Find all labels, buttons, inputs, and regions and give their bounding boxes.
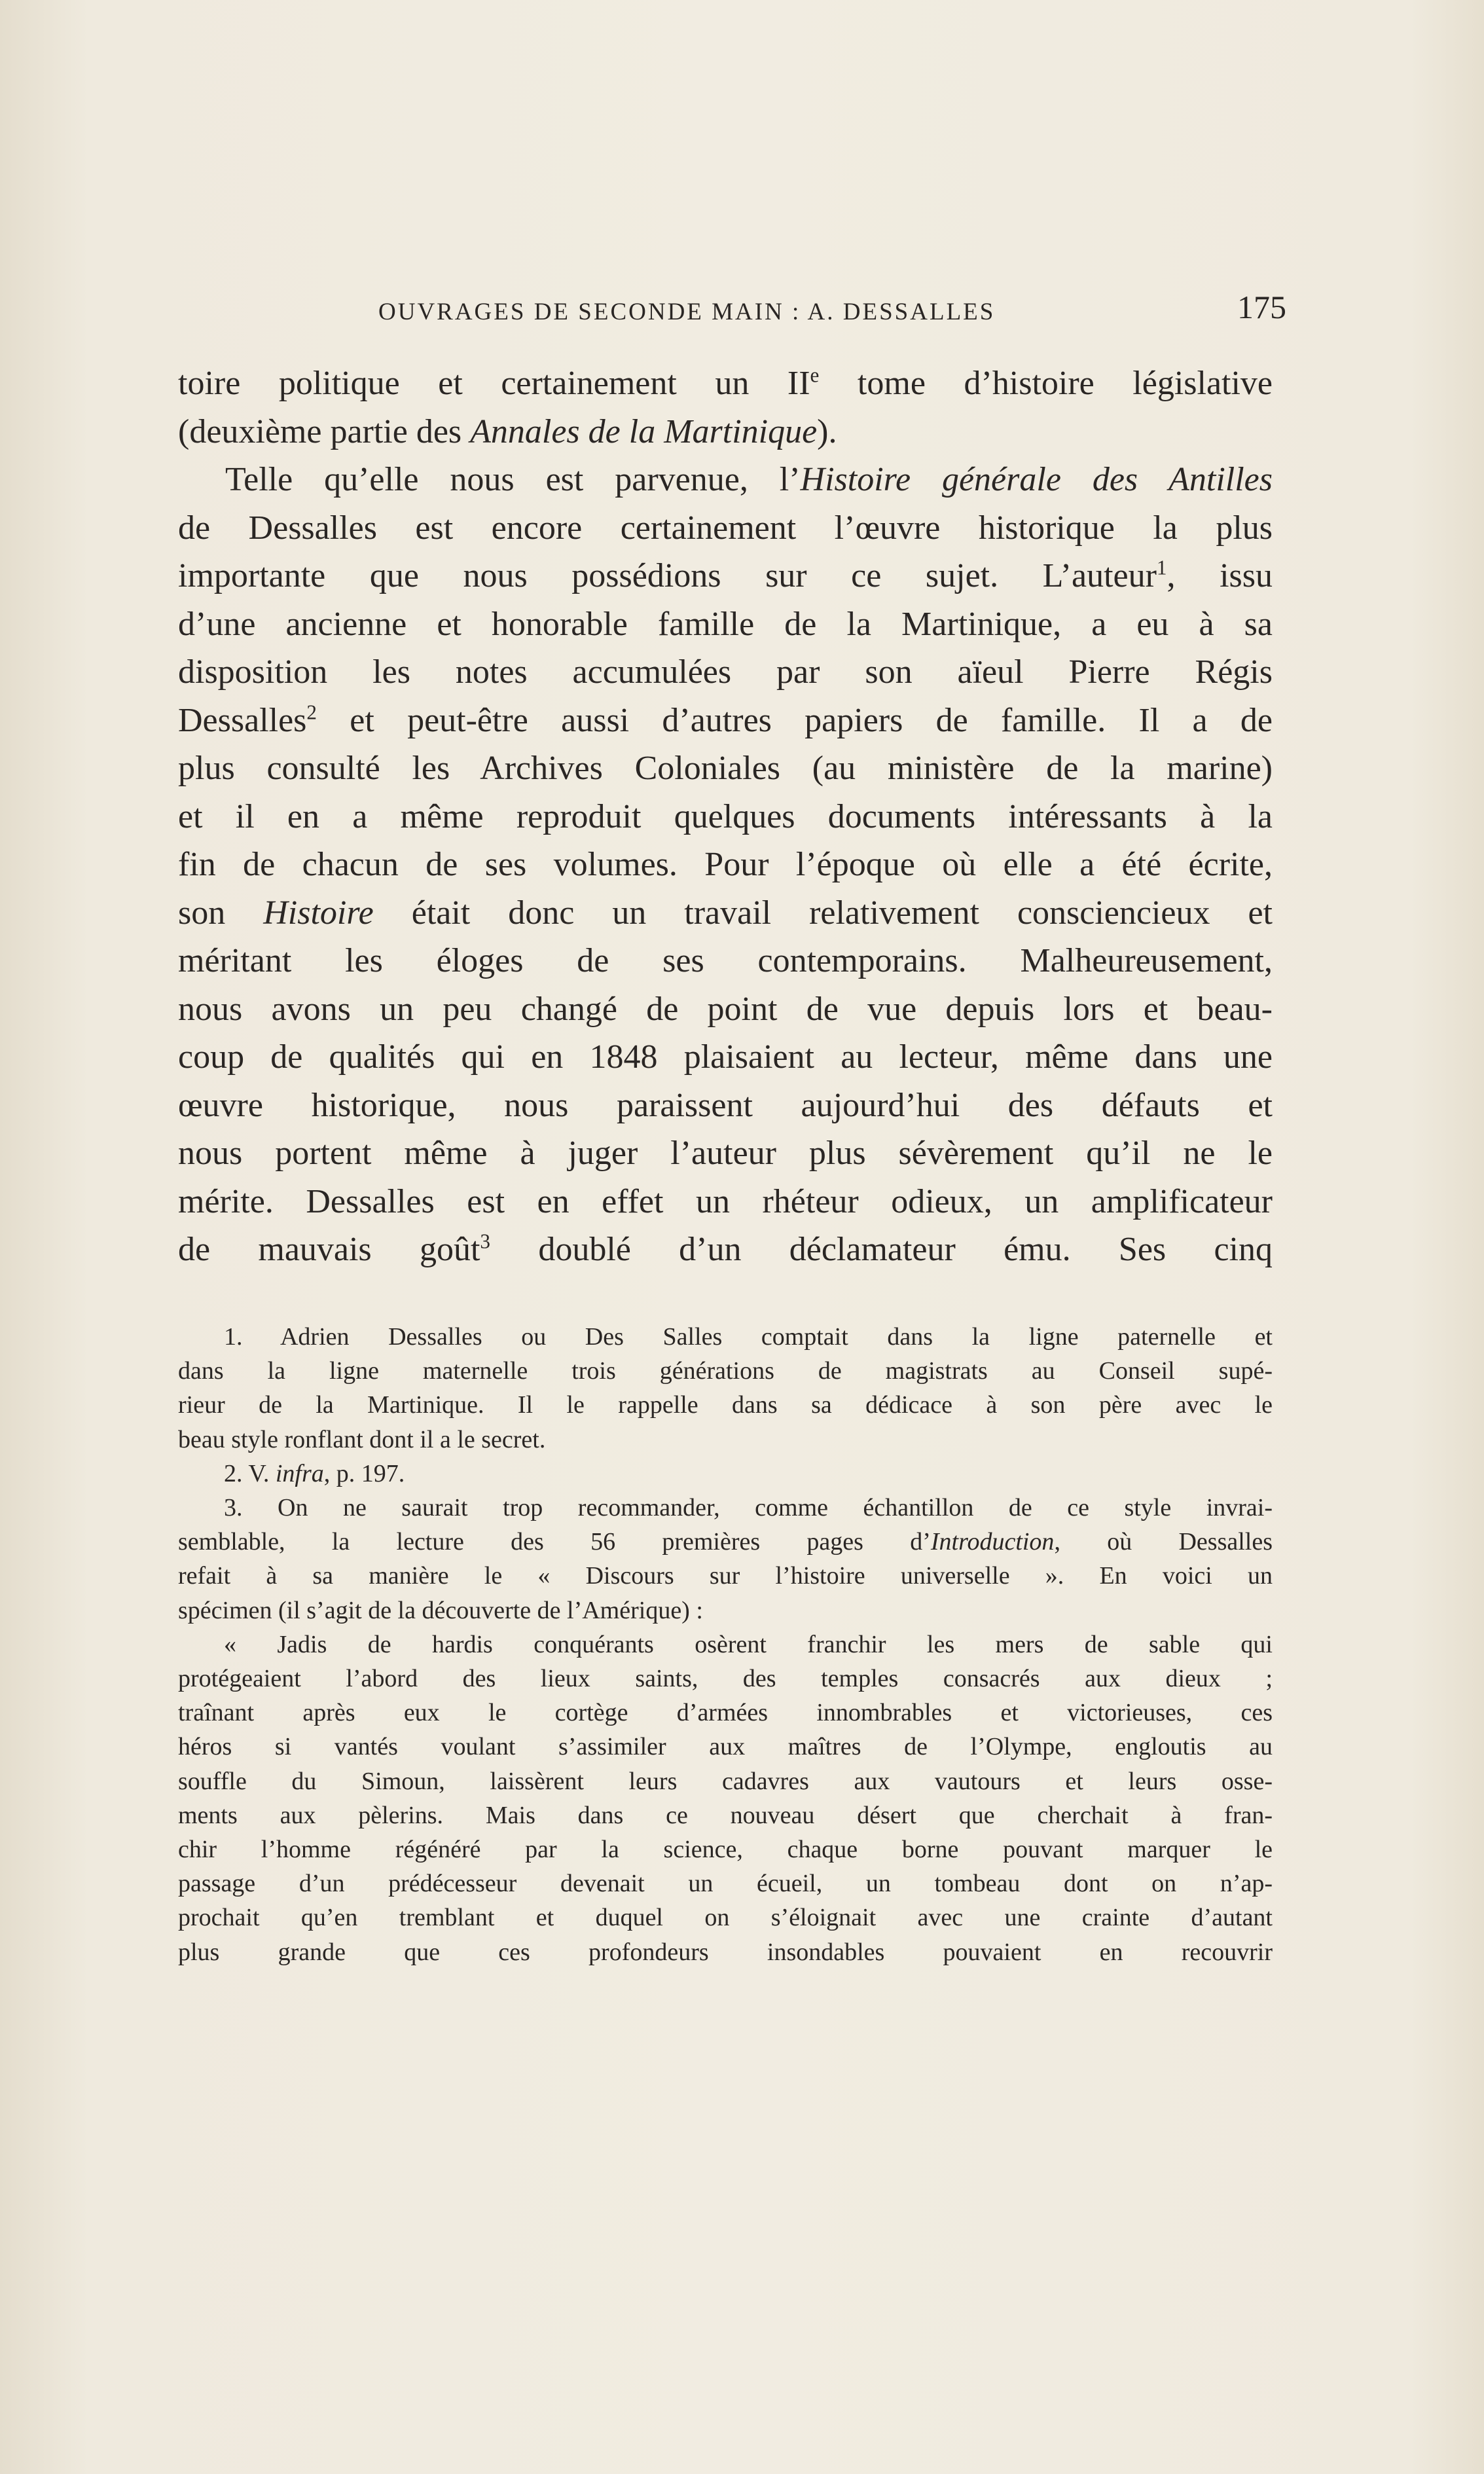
text-run: passage d’un prédécesseur devenait un écueil, un tombeau dont on n’ap-: [178, 1870, 1273, 1898]
footnote-line: [178, 1866, 1273, 1901]
text-run: nous portent même à juger l’auteur plus sévèrement qu’il ne le: [178, 1135, 1273, 1172]
text-run: Telle qu’elle nous est parvenue, l’: [225, 461, 801, 498]
running-head: OUVRAGES DE SECONDE MAIN : A. DESSALLES: [378, 299, 996, 325]
footnote-line: [178, 1354, 1273, 1388]
body-line: [178, 840, 1273, 889]
body-line: [178, 888, 1273, 937]
text-run: plus grande que ces profondeurs insondables pouvaient en recouvrir: [178, 1938, 1273, 1966]
text-run: semblable, la lecture des 56 premières pages d’: [178, 1528, 931, 1556]
text-run: prochait qu’en tremblant et duquel on s’éloignait avec une crainte d’autant: [178, 1904, 1273, 1932]
body-line: [178, 1032, 1273, 1082]
body-line: [178, 744, 1273, 793]
text-run: était donc un travail relativement consciencieux et: [373, 894, 1273, 932]
body-line: [178, 1177, 1273, 1226]
text-run: spécimen (il s’agit de la découverte de l’Amérique) :: [178, 1596, 703, 1624]
text-run: nous avons un peu changé de point de vue depuis lors et beau-: [178, 990, 1273, 1028]
text-run: chir l’homme régénéré par la science, chaque borne pouvant marquer le: [178, 1836, 1273, 1863]
text-run: Dessalles: [178, 701, 307, 739]
text-run: ).: [817, 412, 837, 450]
text-run: coup de qualités qui en 1848 plaisaient au lecteur, même dans une: [178, 1038, 1273, 1076]
body-line: [178, 407, 1273, 456]
footnote-line: [178, 1320, 1273, 1354]
text-run: méritant les éloges de ses contemporains. Malheureusement,: [178, 942, 1273, 979]
footnote-line: [178, 1491, 1273, 1525]
body-line: [178, 359, 1273, 408]
footnote-marker: e: [810, 363, 820, 387]
italic-title: infra: [275, 1459, 324, 1487]
text-run: son: [178, 894, 264, 932]
text-run: de mauvais goût: [178, 1231, 480, 1268]
footnote-line: [178, 1764, 1273, 1798]
footnote-marker: 2: [306, 700, 317, 724]
text-run: doublé d’un déclamateur ému. Ses cinq: [490, 1231, 1273, 1268]
footnote-line: [178, 1628, 1273, 1662]
footnote-line: [178, 1423, 1273, 1457]
body-line: [178, 792, 1273, 841]
footnote-line: [178, 1525, 1273, 1559]
text-run: plus consulté les Archives Coloniales (au ministère de la marine): [178, 750, 1273, 787]
body-line: [178, 551, 1273, 600]
text-run: et il en a même reproduit quelques documents intéressants à la: [178, 797, 1273, 835]
text-run: mérite. Dessalles est en effet un rhéteur odieux, un amplificateur: [178, 1182, 1273, 1220]
body-line: [178, 503, 1273, 553]
body-line: [178, 985, 1273, 1034]
text-run: « Jadis de hardis conquérants osèrent franchir les mers de sable qui: [224, 1630, 1273, 1658]
text-run: 1. Adrien Dessalles ou Des Salles comptait dans la ligne paternelle et: [224, 1323, 1273, 1351]
text-run: refait à sa manière le « Discours sur l’histoire universelle ». En voici un: [178, 1562, 1273, 1590]
text-run: (deuxième partie des: [178, 412, 471, 450]
text-run: toire politique et certainement un II: [178, 365, 810, 402]
footnote-line: [178, 1559, 1273, 1593]
text-run: 3. On ne saurait trop recommander, comme échantillon de ce style invrai-: [224, 1494, 1273, 1521]
footnote-line: [178, 1935, 1273, 1969]
text-run: protégeaient l’abord des lieux saints, des temples consacrés aux dieux ;: [178, 1665, 1273, 1692]
page-number: 175: [1237, 289, 1286, 325]
text-run: de Dessalles est encore certainement l’œuvre historique la plus: [178, 509, 1273, 547]
body-line: [178, 1129, 1273, 1178]
body-line: [178, 936, 1273, 985]
text-run: œuvre historique, nous paraissent aujourd’hui des défauts et: [178, 1086, 1273, 1124]
footnote-line: [178, 1798, 1273, 1832]
text-run: ments aux pèlerins. Mais dans ce nouveau désert que cherchait à fran-: [178, 1801, 1273, 1829]
italic-title: Introduction: [930, 1528, 1055, 1556]
text-run: dans la ligne maternelle trois générations de magistrats au Conseil supé-: [178, 1357, 1273, 1385]
italic-title: Annales de la Martinique: [470, 412, 818, 450]
text-run: rieur de la Martinique. Il le rappelle dans sa dédicace à son père avec le: [178, 1391, 1273, 1419]
text-run: , où Dessalles: [1054, 1528, 1273, 1556]
text-run: héros si vantés voulant s’assimiler aux maîtres de l’Olympe, engloutis au: [178, 1733, 1273, 1761]
text-run: d’une ancienne et honorable famille de la Martinique, a eu à sa: [178, 605, 1273, 643]
body-line: [178, 696, 1273, 745]
footnote-line: [178, 1662, 1273, 1696]
footnote-line: [178, 1730, 1273, 1764]
text-run: fin de chacun de ses volumes. Pour l’époque où elle a été écrite,: [178, 846, 1273, 883]
text-run: tome d’histoire législative: [819, 365, 1273, 402]
footnote-line: [178, 1457, 1273, 1491]
italic-title: Histoire: [263, 894, 374, 932]
body-line: [178, 1081, 1273, 1130]
text-run: importante que nous possédions sur ce sujet. L’auteur: [178, 557, 1157, 594]
text-run: , p. 197.: [323, 1459, 405, 1487]
body-line: [178, 455, 1273, 504]
text-run: 2. V.: [224, 1459, 276, 1487]
footnote-marker: 1: [1156, 556, 1167, 579]
footnote-marker: 3: [480, 1229, 491, 1253]
text-run: traînant après eux le cortège d’armées innombrables et victorieuses, ces: [178, 1699, 1273, 1727]
footnote-line: [178, 1593, 1273, 1628]
italic-title: Histoire générale des Antilles: [800, 461, 1273, 498]
body-line: [178, 1225, 1273, 1274]
body-line: [178, 647, 1273, 697]
footnote-line: [178, 1901, 1273, 1935]
body-line: [178, 600, 1273, 649]
footnote-line: [178, 1696, 1273, 1730]
text-run: et peut-être aussi d’autres papiers de famille. Il a de: [317, 701, 1273, 739]
text-run: disposition les notes accumulées par son aïeul Pierre Régis: [178, 653, 1273, 691]
footnote-line: [178, 1832, 1273, 1866]
text-run: , issu: [1167, 557, 1273, 594]
text-run: beau style ronflant dont il a le secret.: [178, 1425, 546, 1453]
text-run: souffle du Simoun, laissèrent leurs cadavres aux vautours et leurs osse-: [178, 1767, 1273, 1795]
footnote-line: [178, 1388, 1273, 1422]
